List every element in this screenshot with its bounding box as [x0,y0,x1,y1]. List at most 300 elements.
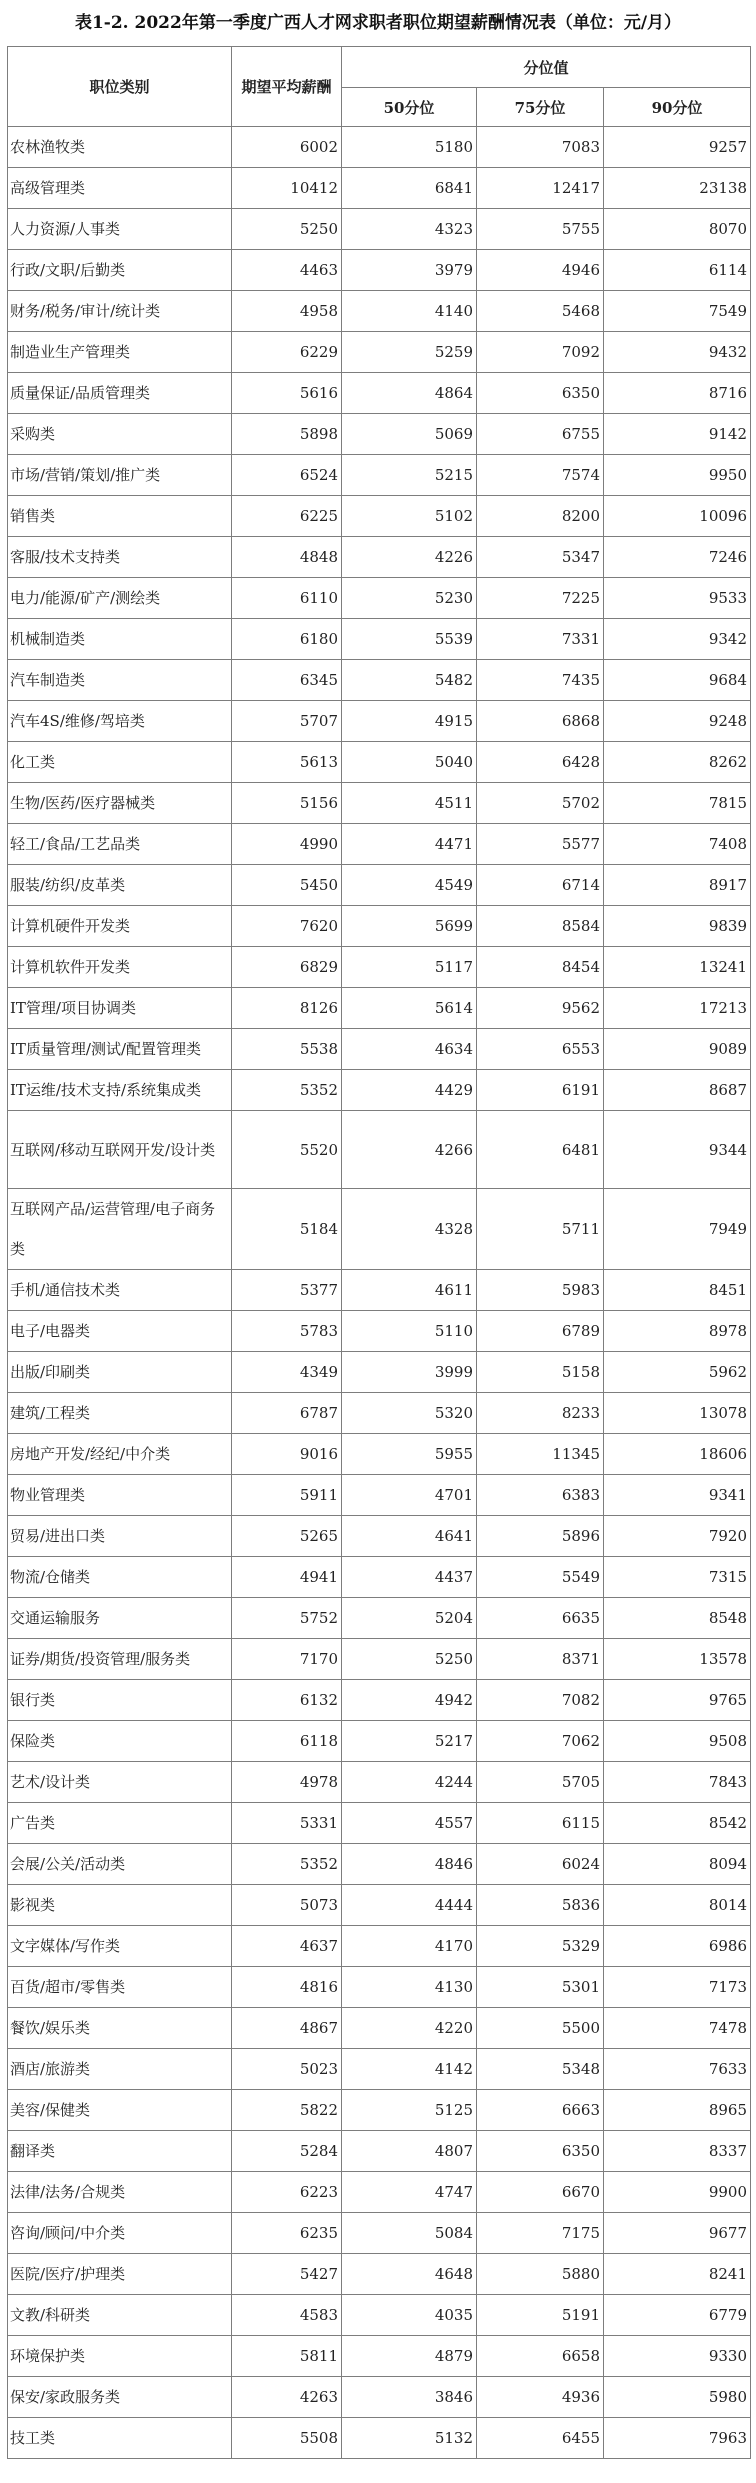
avg-salary-cell: 6110 [232,578,342,619]
p90-cell: 6986 [604,1926,751,1967]
p50-cell: 5117 [342,947,477,988]
p50-cell: 4130 [342,1967,477,2008]
category-cell: 咨询/顾问/中介类 [8,2213,232,2254]
p50-cell: 5180 [342,127,477,168]
avg-salary-cell: 5284 [232,2131,342,2172]
table-row [8,2295,751,2336]
p75-cell: 11345 [477,1434,604,1475]
p90-cell: 5980 [604,2377,751,2418]
avg-salary-cell: 4990 [232,824,342,865]
p90-cell: 10096 [604,496,751,537]
avg-salary-cell: 6132 [232,1680,342,1721]
p90-cell: 8542 [604,1803,751,1844]
p50-cell: 3999 [342,1352,477,1393]
p90-cell: 9257 [604,127,751,168]
p75-cell: 6350 [477,2131,604,2172]
table-row [8,2254,751,2295]
table-row [8,168,751,209]
p50-cell: 4226 [342,537,477,578]
table-row [8,1926,751,1967]
p75-cell: 7092 [477,332,604,373]
p50-cell: 5217 [342,1721,477,1762]
p50-cell: 5125 [342,2090,477,2131]
category-cell: 农林渔牧类 [8,127,232,168]
p50-cell: 4244 [342,1762,477,1803]
category-cell: 美容/保健类 [8,2090,232,2131]
p50-cell: 5230 [342,578,477,619]
p90-cell: 9839 [604,906,751,947]
p90-cell: 13578 [604,1639,751,1680]
table-row [8,1803,751,1844]
p90-cell: 9344 [604,1111,751,1189]
p90-cell: 8687 [604,1070,751,1111]
table-row [8,1475,751,1516]
avg-salary-cell: 5783 [232,1311,342,1352]
table-row [8,496,751,537]
p90-cell: 9089 [604,1029,751,1070]
p50-cell: 5069 [342,414,477,455]
table-row [8,455,751,496]
p50-cell: 5250 [342,1639,477,1680]
p90-cell: 6114 [604,250,751,291]
p50-cell: 5320 [342,1393,477,1434]
p75-cell: 6635 [477,1598,604,1639]
p75-cell: 5755 [477,209,604,250]
category-cell: 汽车制造类 [8,660,232,701]
p90-cell: 5962 [604,1352,751,1393]
p75-cell: 8454 [477,947,604,988]
p90-cell: 9342 [604,619,751,660]
p90-cell: 8070 [604,209,751,250]
avg-salary-cell: 5331 [232,1803,342,1844]
avg-salary-cell: 6225 [232,496,342,537]
p75-cell: 6714 [477,865,604,906]
p75-cell: 6553 [477,1029,604,1070]
p75-cell: 7062 [477,1721,604,1762]
p90-cell: 13241 [604,947,751,988]
p90-cell: 9508 [604,1721,751,1762]
table-row [8,250,751,291]
p75-cell: 5880 [477,2254,604,2295]
header-p75: 75分位 [477,88,604,127]
avg-salary-cell: 6002 [232,127,342,168]
table-row [8,619,751,660]
category-cell: 计算机硬件开发类 [8,906,232,947]
p90-cell: 7478 [604,2008,751,2049]
table-row [8,373,751,414]
p90-cell: 7246 [604,537,751,578]
avg-salary-cell: 6235 [232,2213,342,2254]
p75-cell: 6789 [477,1311,604,1352]
table-row [8,1639,751,1680]
table-row [8,291,751,332]
category-cell: 医院/医疗/护理类 [8,2254,232,2295]
p75-cell: 6350 [477,373,604,414]
category-cell: 文字媒体/写作类 [8,1926,232,1967]
category-cell: 房地产开发/经纪/中介类 [8,1434,232,1475]
p75-cell: 8200 [477,496,604,537]
table-row [8,947,751,988]
p90-cell: 8716 [604,373,751,414]
p90-cell: 7549 [604,291,751,332]
salary-table [7,46,751,2459]
avg-salary-cell: 5811 [232,2336,342,2377]
table-row [8,1111,751,1189]
p50-cell: 5699 [342,906,477,947]
p90-cell: 17213 [604,988,751,1029]
p50-cell: 4140 [342,291,477,332]
table-row [8,2336,751,2377]
category-cell: 贸易/进出口类 [8,1516,232,1557]
p75-cell: 5983 [477,1270,604,1311]
table-row [8,1189,751,1270]
category-cell: 高级管理类 [8,168,232,209]
p90-cell: 8548 [604,1598,751,1639]
category-cell: 保安/家政服务类 [8,2377,232,2418]
avg-salary-cell: 8126 [232,988,342,1029]
category-cell: 质量保证/品质管理类 [8,373,232,414]
category-cell: 化工类 [8,742,232,783]
avg-salary-cell: 4463 [232,250,342,291]
p75-cell: 6663 [477,2090,604,2131]
p50-cell: 5084 [342,2213,477,2254]
avg-salary-cell: 5184 [232,1189,342,1270]
category-cell: 客服/技术支持类 [8,537,232,578]
table-row [8,2090,751,2131]
p90-cell: 7173 [604,1967,751,2008]
p90-cell: 8978 [604,1311,751,1352]
avg-salary-cell: 10412 [232,168,342,209]
table-row [8,1762,751,1803]
p50-cell: 4846 [342,1844,477,1885]
p75-cell: 8233 [477,1393,604,1434]
p90-cell: 8262 [604,742,751,783]
p50-cell: 4611 [342,1270,477,1311]
category-cell: 互联网/移动互联网开发/设计类 [8,1111,232,1189]
p90-cell: 7963 [604,2418,751,2459]
avg-salary-cell: 4848 [232,537,342,578]
table-row [8,1311,751,1352]
avg-salary-cell: 6223 [232,2172,342,2213]
header-category: 职位类别 [8,47,232,127]
p90-cell: 8451 [604,1270,751,1311]
p75-cell: 5191 [477,2295,604,2336]
p75-cell: 5702 [477,783,604,824]
avg-salary-cell: 5911 [232,1475,342,1516]
table-row [8,2418,751,2459]
p90-cell: 9765 [604,1680,751,1721]
avg-salary-cell: 9016 [232,1434,342,1475]
category-cell: 餐饮/娱乐类 [8,2008,232,2049]
avg-salary-cell: 4867 [232,2008,342,2049]
p50-cell: 4471 [342,824,477,865]
p75-cell: 7083 [477,127,604,168]
table-row [8,1721,751,1762]
p90-cell: 9341 [604,1475,751,1516]
avg-salary-cell: 6829 [232,947,342,988]
avg-salary-cell: 6524 [232,455,342,496]
category-cell: 百货/超市/零售类 [8,1967,232,2008]
p75-cell: 6024 [477,1844,604,1885]
avg-salary-cell: 5822 [232,2090,342,2131]
table-row [8,1967,751,2008]
table-row [8,824,751,865]
p90-cell: 9248 [604,701,751,742]
avg-salary-cell: 5613 [232,742,342,783]
p90-cell: 9677 [604,2213,751,2254]
table-row [8,906,751,947]
p50-cell: 4429 [342,1070,477,1111]
p90-cell: 9330 [604,2336,751,2377]
category-cell: 轻工/食品/工艺品类 [8,824,232,865]
avg-salary-cell: 5250 [232,209,342,250]
p75-cell: 6481 [477,1111,604,1189]
p75-cell: 6868 [477,701,604,742]
category-cell: 生物/医药/医疗器械类 [8,783,232,824]
table-row [8,2008,751,2049]
p90-cell: 8094 [604,1844,751,1885]
p50-cell: 5955 [342,1434,477,1475]
category-cell: 法律/法务/合规类 [8,2172,232,2213]
avg-salary-cell: 4941 [232,1557,342,1598]
p50-cell: 6841 [342,168,477,209]
p75-cell: 6191 [477,1070,604,1111]
p75-cell: 4946 [477,250,604,291]
table-row [8,127,751,168]
p90-cell: 7315 [604,1557,751,1598]
p75-cell: 7435 [477,660,604,701]
table-row [8,701,751,742]
p75-cell: 6428 [477,742,604,783]
category-cell: 行政/文职/后勤类 [8,250,232,291]
category-cell: 交通运输服务 [8,1598,232,1639]
p75-cell: 12417 [477,168,604,209]
category-cell: 服装/纺织/皮革类 [8,865,232,906]
avg-salary-cell: 6787 [232,1393,342,1434]
table-row [8,578,751,619]
p90-cell: 7408 [604,824,751,865]
p50-cell: 5132 [342,2418,477,2459]
p50-cell: 4035 [342,2295,477,2336]
p50-cell: 4511 [342,783,477,824]
p75-cell: 6383 [477,1475,604,1516]
p90-cell: 8241 [604,2254,751,2295]
category-cell: 广告类 [8,1803,232,1844]
p90-cell: 7949 [604,1189,751,1270]
header-p50: 50分位 [342,88,477,127]
p50-cell: 5482 [342,660,477,701]
table-row [8,1885,751,1926]
avg-salary-cell: 5427 [232,2254,342,2295]
table-row [8,783,751,824]
table-row [8,2213,751,2254]
avg-salary-cell: 5538 [232,1029,342,1070]
table-row [8,865,751,906]
header-p90: 90分位 [604,88,751,127]
category-cell: 财务/税务/审计/统计类 [8,291,232,332]
category-cell: 技工类 [8,2418,232,2459]
p90-cell: 7633 [604,2049,751,2090]
category-cell: 酒店/旅游类 [8,2049,232,2090]
table-row [8,1352,751,1393]
p90-cell: 8337 [604,2131,751,2172]
avg-salary-cell: 4263 [232,2377,342,2418]
table-row [8,1598,751,1639]
p50-cell: 4557 [342,1803,477,1844]
p75-cell: 6755 [477,414,604,455]
table-row [8,1557,751,1598]
table-row [8,332,751,373]
table-row [8,2172,751,2213]
p75-cell: 5549 [477,1557,604,1598]
category-cell: 人力资源/人事类 [8,209,232,250]
p50-cell: 4220 [342,2008,477,2049]
p50-cell: 4864 [342,373,477,414]
p50-cell: 5539 [342,619,477,660]
header-percentile-group: 分位值 [342,47,751,88]
p75-cell: 5329 [477,1926,604,1967]
avg-salary-cell: 4958 [232,291,342,332]
category-cell: 出版/印刷类 [8,1352,232,1393]
category-cell: 电子/电器类 [8,1311,232,1352]
p75-cell: 6455 [477,2418,604,2459]
avg-salary-cell: 4978 [232,1762,342,1803]
header-avg-salary: 期望平均薪酬 [232,47,342,127]
p90-cell: 9684 [604,660,751,701]
p90-cell: 9432 [604,332,751,373]
category-cell: 互联网产品/运营管理/电子商务类 [8,1189,232,1270]
p50-cell: 4437 [342,1557,477,1598]
avg-salary-cell: 7170 [232,1639,342,1680]
avg-salary-cell: 5265 [232,1516,342,1557]
p75-cell: 5711 [477,1189,604,1270]
p75-cell: 5468 [477,291,604,332]
table-row [8,660,751,701]
avg-salary-cell: 4816 [232,1967,342,2008]
category-cell: 证券/期货/投资管理/服务类 [8,1639,232,1680]
p90-cell: 9950 [604,455,751,496]
table-row [8,1070,751,1111]
p90-cell: 7843 [604,1762,751,1803]
table-row [8,1434,751,1475]
p50-cell: 4915 [342,701,477,742]
avg-salary-cell: 5508 [232,2418,342,2459]
avg-salary-cell: 6345 [232,660,342,701]
table-row [8,1844,751,1885]
avg-salary-cell: 5450 [232,865,342,906]
p90-cell: 7920 [604,1516,751,1557]
p75-cell: 5348 [477,2049,604,2090]
p75-cell: 8371 [477,1639,604,1680]
table-row [8,1393,751,1434]
category-cell: 建筑/工程类 [8,1393,232,1434]
category-cell: 物流/仓储类 [8,1557,232,1598]
p75-cell: 5301 [477,1967,604,2008]
table-row [8,2049,751,2090]
table-row [8,537,751,578]
avg-salary-cell: 4349 [232,1352,342,1393]
table-title: 表1-2. 2022年第一季度广西人才网求职者职位期望薪酬情况表（单位：元/月） [74,13,682,33]
table-row [8,1680,751,1721]
p75-cell: 5705 [477,1762,604,1803]
table-row [8,742,751,783]
table-row [8,2377,751,2418]
avg-salary-cell: 5520 [232,1111,342,1189]
p90-cell: 8917 [604,865,751,906]
p75-cell: 6115 [477,1803,604,1844]
avg-salary-cell: 4637 [232,1926,342,1967]
avg-salary-cell: 5352 [232,1070,342,1111]
p90-cell: 8965 [604,2090,751,2131]
category-cell: 会展/公关/活动类 [8,1844,232,1885]
p75-cell: 7175 [477,2213,604,2254]
p75-cell: 6670 [477,2172,604,2213]
p50-cell: 5614 [342,988,477,1029]
avg-salary-cell: 6118 [232,1721,342,1762]
p50-cell: 3979 [342,250,477,291]
avg-salary-cell: 6229 [232,332,342,373]
category-cell: 采购类 [8,414,232,455]
category-cell: 文教/科研类 [8,2295,232,2336]
p50-cell: 4549 [342,865,477,906]
p50-cell: 4648 [342,2254,477,2295]
avg-salary-cell: 5707 [232,701,342,742]
category-cell: 艺术/设计类 [8,1762,232,1803]
category-cell: IT运维/技术支持/系统集成类 [8,1070,232,1111]
avg-salary-cell: 5898 [232,414,342,455]
category-cell: 制造业生产管理类 [8,332,232,373]
p75-cell: 5836 [477,1885,604,1926]
table-row [8,414,751,455]
p50-cell: 4266 [342,1111,477,1189]
p50-cell: 4444 [342,1885,477,1926]
p90-cell: 9142 [604,414,751,455]
category-cell: 计算机软件开发类 [8,947,232,988]
p90-cell: 9900 [604,2172,751,2213]
category-cell: 翻译类 [8,2131,232,2172]
p50-cell: 4807 [342,2131,477,2172]
p75-cell: 7082 [477,1680,604,1721]
p75-cell: 8584 [477,906,604,947]
p75-cell: 5577 [477,824,604,865]
p50-cell: 4323 [342,209,477,250]
table-row [8,1029,751,1070]
p50-cell: 5110 [342,1311,477,1352]
p50-cell: 5259 [342,332,477,373]
p75-cell: 7331 [477,619,604,660]
p50-cell: 5040 [342,742,477,783]
table-body [8,127,751,2459]
p50-cell: 4142 [342,2049,477,2090]
p50-cell: 4879 [342,2336,477,2377]
avg-salary-cell: 7620 [232,906,342,947]
table-row [8,209,751,250]
p90-cell: 7815 [604,783,751,824]
table-header [8,47,751,127]
table-row [8,2131,751,2172]
p75-cell: 6658 [477,2336,604,2377]
p75-cell: 5347 [477,537,604,578]
p75-cell: 9562 [477,988,604,1029]
p50-cell: 4747 [342,2172,477,2213]
category-cell: 手机/通信技术类 [8,1270,232,1311]
category-cell: 环境保护类 [8,2336,232,2377]
p75-cell: 7574 [477,455,604,496]
category-cell: 银行类 [8,1680,232,1721]
avg-salary-cell: 5156 [232,783,342,824]
p50-cell: 4170 [342,1926,477,1967]
p90-cell: 13078 [604,1393,751,1434]
